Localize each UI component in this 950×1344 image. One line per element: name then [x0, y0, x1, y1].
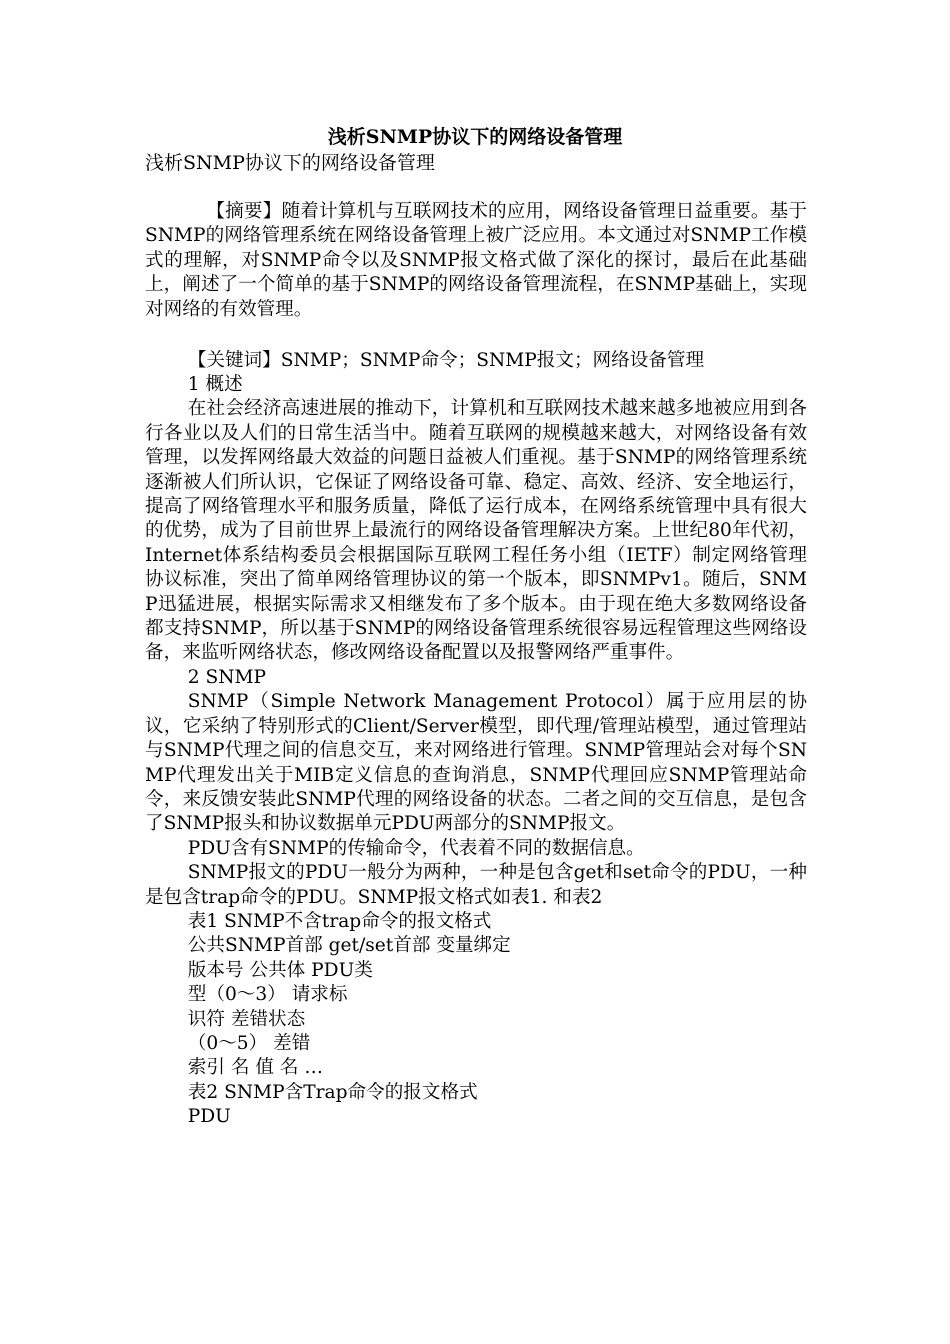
section-2-paragraph-1: SNMP（Simple Network Management Protocol）属于应用层的协议，它采纳了特别形式的Client/Server模型，即代理/管理站模型，通过管理站与SNMP代理之间的信息交互，来对网络进行管理。SNMP管理站会对每个SNMP代理发出关于MIB定义信息的查询消息，SNMP代理回应SNMP管理站命令，来反馈安装此SNMP代理的网络设备的状态。二者之间的交互信息，是包含了SNMP报头和协议数据单元PDU两部分的SNMP报文。: [145, 691, 807, 835]
abstract-paragraph: 【摘要】随着计算机与互联网技术的应用，网络设备管理日益重要。基于SNMP的网络管理系统在网络设备管理上被广泛应用。本文通过对SNMP工作模式的理解，对SNMP命令以及SNMP报文格式做了深化的探讨，最后在此基础上，阐述了一个简单的基于SNMP的网络设备管理流程，在SNMP基础上，实现对网络的有效管理。: [145, 201, 807, 320]
document-subtitle: 浅析SNMP协议下的网络设备管理: [145, 152, 435, 174]
table-2-caption: 表2 SNMP含Trap命令的报文格式: [187, 1081, 478, 1103]
body-section: [145, 373, 807, 1130]
section-2-paragraph-3: SNMP报文的PDU一般分为两种，一种是包含get和set命令的PDU，一种是包含trap命令的PDU。SNMP报文格式如表1. 和表2: [145, 862, 807, 908]
table-1-row: 索引 名 值 名 …: [187, 1057, 323, 1079]
table-1-row: （0～5） 差错: [187, 1032, 311, 1054]
table-1-row: 公共SNMP首部 get/set首部 变量绑定: [187, 935, 511, 957]
table-1-row: 识符 差错状态: [187, 1008, 306, 1030]
abstract-section: [145, 200, 807, 322]
table-1-row: 版本号 公共体 PDU类: [187, 959, 373, 981]
document-title: 浅析SNMP协议下的网络设备管理: [327, 126, 623, 148]
table-1-caption: 表1 SNMP不含trap命令的报文格式: [187, 910, 492, 932]
section-2-paragraph-2: PDU含有SNMP的传输命令，代表着不同的数据信息。: [187, 837, 645, 859]
table-1-row: 型（0～3） 请求标: [187, 984, 348, 1006]
section-1-paragraph: 在社会经济高速进展的推动下，计算机和互联网技术越来越多地被应用到各行各业以及人们的日常生活当中。随着互联网的规模越来越大，对网络设备有效管理，以发挥网络最大效益的问题日益被人们重视。基于SNMP的网络管理系统逐渐被人们所认识，它保证了网络设备可靠、稳定、高效、经济、安全地运行，提高了网络管理水平和服务质量，降低了运行成本，在网络系统管理中具有很大的优势，成为了目前世界上最流行的网络设备管理解决方案。上世纪80年代初，Internet体系结构委员会根据国际互联网工程任务小组（IETF）制定网络管理协议标准，突出了简单网络管理协议的第一个版本，即SNMPv1。随后，SNMP迅猛进展，根据实际需求又相继发布了多个版本。由于现在绝大多数网络设备都支持SNMP，所以基于SNMP的网络设备管理系统很容易远程管理这些网络设备，来监听网络状态，修改网络设备配置以及报警网络严重事件。: [145, 398, 807, 664]
keywords-section: [145, 349, 807, 373]
section-1-heading: 1 概述: [187, 374, 243, 395]
table-2-row: PDU: [187, 1106, 231, 1128]
section-2-heading: 2 SNMP: [187, 666, 267, 688]
keywords-line: 【关键词】SNMP；SNMP命令；SNMP报文；网络设备管理: [187, 350, 705, 371]
